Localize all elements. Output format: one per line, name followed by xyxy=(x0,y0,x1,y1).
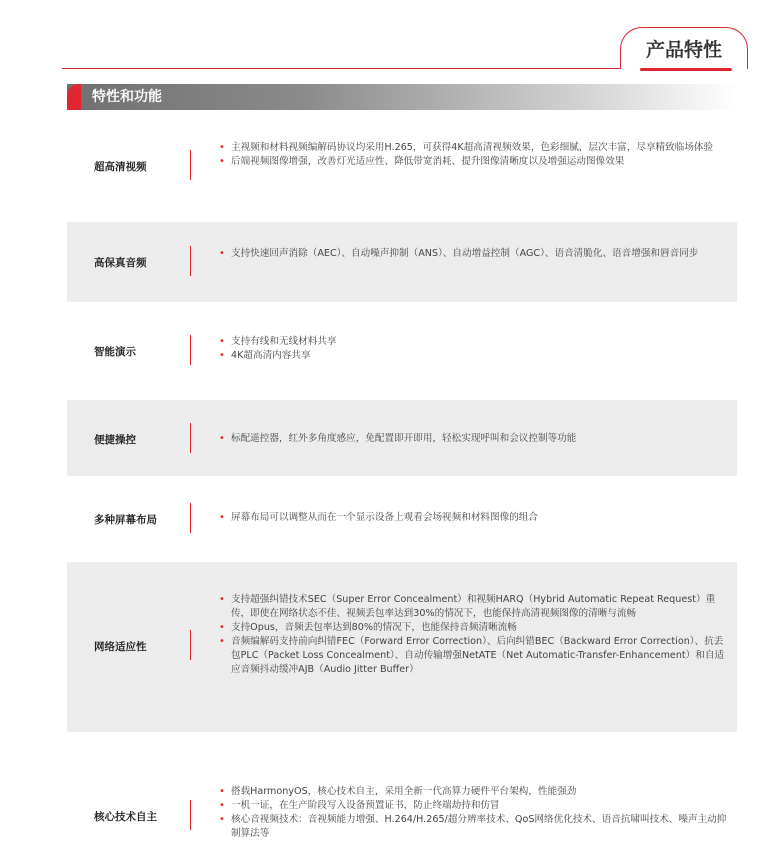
row-divider xyxy=(190,423,191,453)
row-label: 超高清视频 xyxy=(94,161,147,173)
bullet-list xyxy=(219,432,729,446)
bullet-list xyxy=(219,785,729,841)
feature-row-network xyxy=(67,562,737,732)
row-divider xyxy=(190,335,191,365)
row-divider xyxy=(190,150,191,180)
feature-row-core-tech xyxy=(67,742,737,850)
row-divider xyxy=(190,503,191,533)
title-underline xyxy=(640,68,732,71)
list-item: • 4K超高清内容共享 xyxy=(219,349,729,363)
list-item: • 标配遥控器，红外多角度感应，免配置即开即用，轻松实现呼叫和会议控制等功能 xyxy=(219,432,729,446)
row-divider xyxy=(190,246,191,276)
list-item: • 支持有线和无线材料共享 xyxy=(219,335,729,349)
bullet-list xyxy=(219,247,729,261)
header-rule xyxy=(62,68,652,69)
list-item: • 主视频和材料视频编解码协议均采用H.265，可获得4K超高清视频效果，色彩细腻，层次丰富，尽享精致临场体验 xyxy=(219,141,729,155)
page-title: 产品特性 xyxy=(620,27,748,69)
list-item: • 支持超强纠错技术SEC（Super Error Concealment）和视频HARQ（Hybrid Automatic Repeat Request）重传，即使在网络状态不佳、视频丢包率达到30%的情况下，也能保持高清视频图像的清晰与流畅 xyxy=(219,593,729,621)
feature-row-presentation xyxy=(67,312,737,390)
row-label: 多种屏幕布局 xyxy=(94,514,157,526)
list-item: • 支持快速回声消除（AEC）、自动噪声抑制（ANS）、自动增益控制（AGC）、语音清脆化、语音增强和唇音同步 xyxy=(219,247,729,261)
section-banner xyxy=(67,84,737,110)
feature-row-control xyxy=(67,400,737,476)
list-item: • 屏幕布局可以调整从而在一个显示设备上观看会场视频和材料图像的组合 xyxy=(219,511,729,525)
bullet-list xyxy=(219,593,729,677)
banner-accent xyxy=(67,84,81,110)
list-item: • 后端视频图像增强，改善灯光适应性、降低带宽消耗、提升图像清晰度以及增强运动图像效果 xyxy=(219,155,729,169)
list-item: • 一机一证，在生产阶段写入设备预置证书，防止终端劫持和仿冒 xyxy=(219,799,729,813)
section-title: 特性和功能 xyxy=(92,89,162,105)
row-divider xyxy=(190,800,191,830)
row-label: 网络适应性 xyxy=(94,641,147,653)
page-header xyxy=(0,0,782,80)
row-label: 智能演示 xyxy=(94,346,136,358)
feature-row-layout xyxy=(67,486,737,550)
list-item: • 核心音视频技术：音视频能力增强、H.264/H.265/超分辨率技术、QoS网络优化技术、语音抗啸叫技术、噪声主动抑制算法等 xyxy=(219,813,729,841)
row-label: 核心技术自主 xyxy=(94,811,157,823)
feature-row-video xyxy=(67,120,737,212)
bullet-list xyxy=(219,511,729,525)
row-divider xyxy=(190,630,191,660)
list-item: • 音频编解码支持前向纠错FEC（Forward Error Correction）、后向纠错BEC（Backward Error Correction）、抗丢包PLC（Packet Loss Concealment）、自动传输增强NetATE（Net Automatic-Transfer-Enhancement）和自适应音频抖动缓冲AJB（Audio Jitter Buffer） xyxy=(219,635,729,677)
feature-row-audio xyxy=(67,222,737,302)
row-label: 便捷操控 xyxy=(94,434,136,446)
bullet-list xyxy=(219,335,729,363)
list-item: • 搭载HarmonyOS，核心技术自主，采用全新一代高算力硬件平台架构，性能强劲 xyxy=(219,785,729,799)
list-item: • 支持Opus，音频丢包率达到80%的情况下，也能保持音频清晰流畅 xyxy=(219,621,729,635)
row-label: 高保真音频 xyxy=(94,257,147,269)
bullet-list xyxy=(219,141,729,169)
